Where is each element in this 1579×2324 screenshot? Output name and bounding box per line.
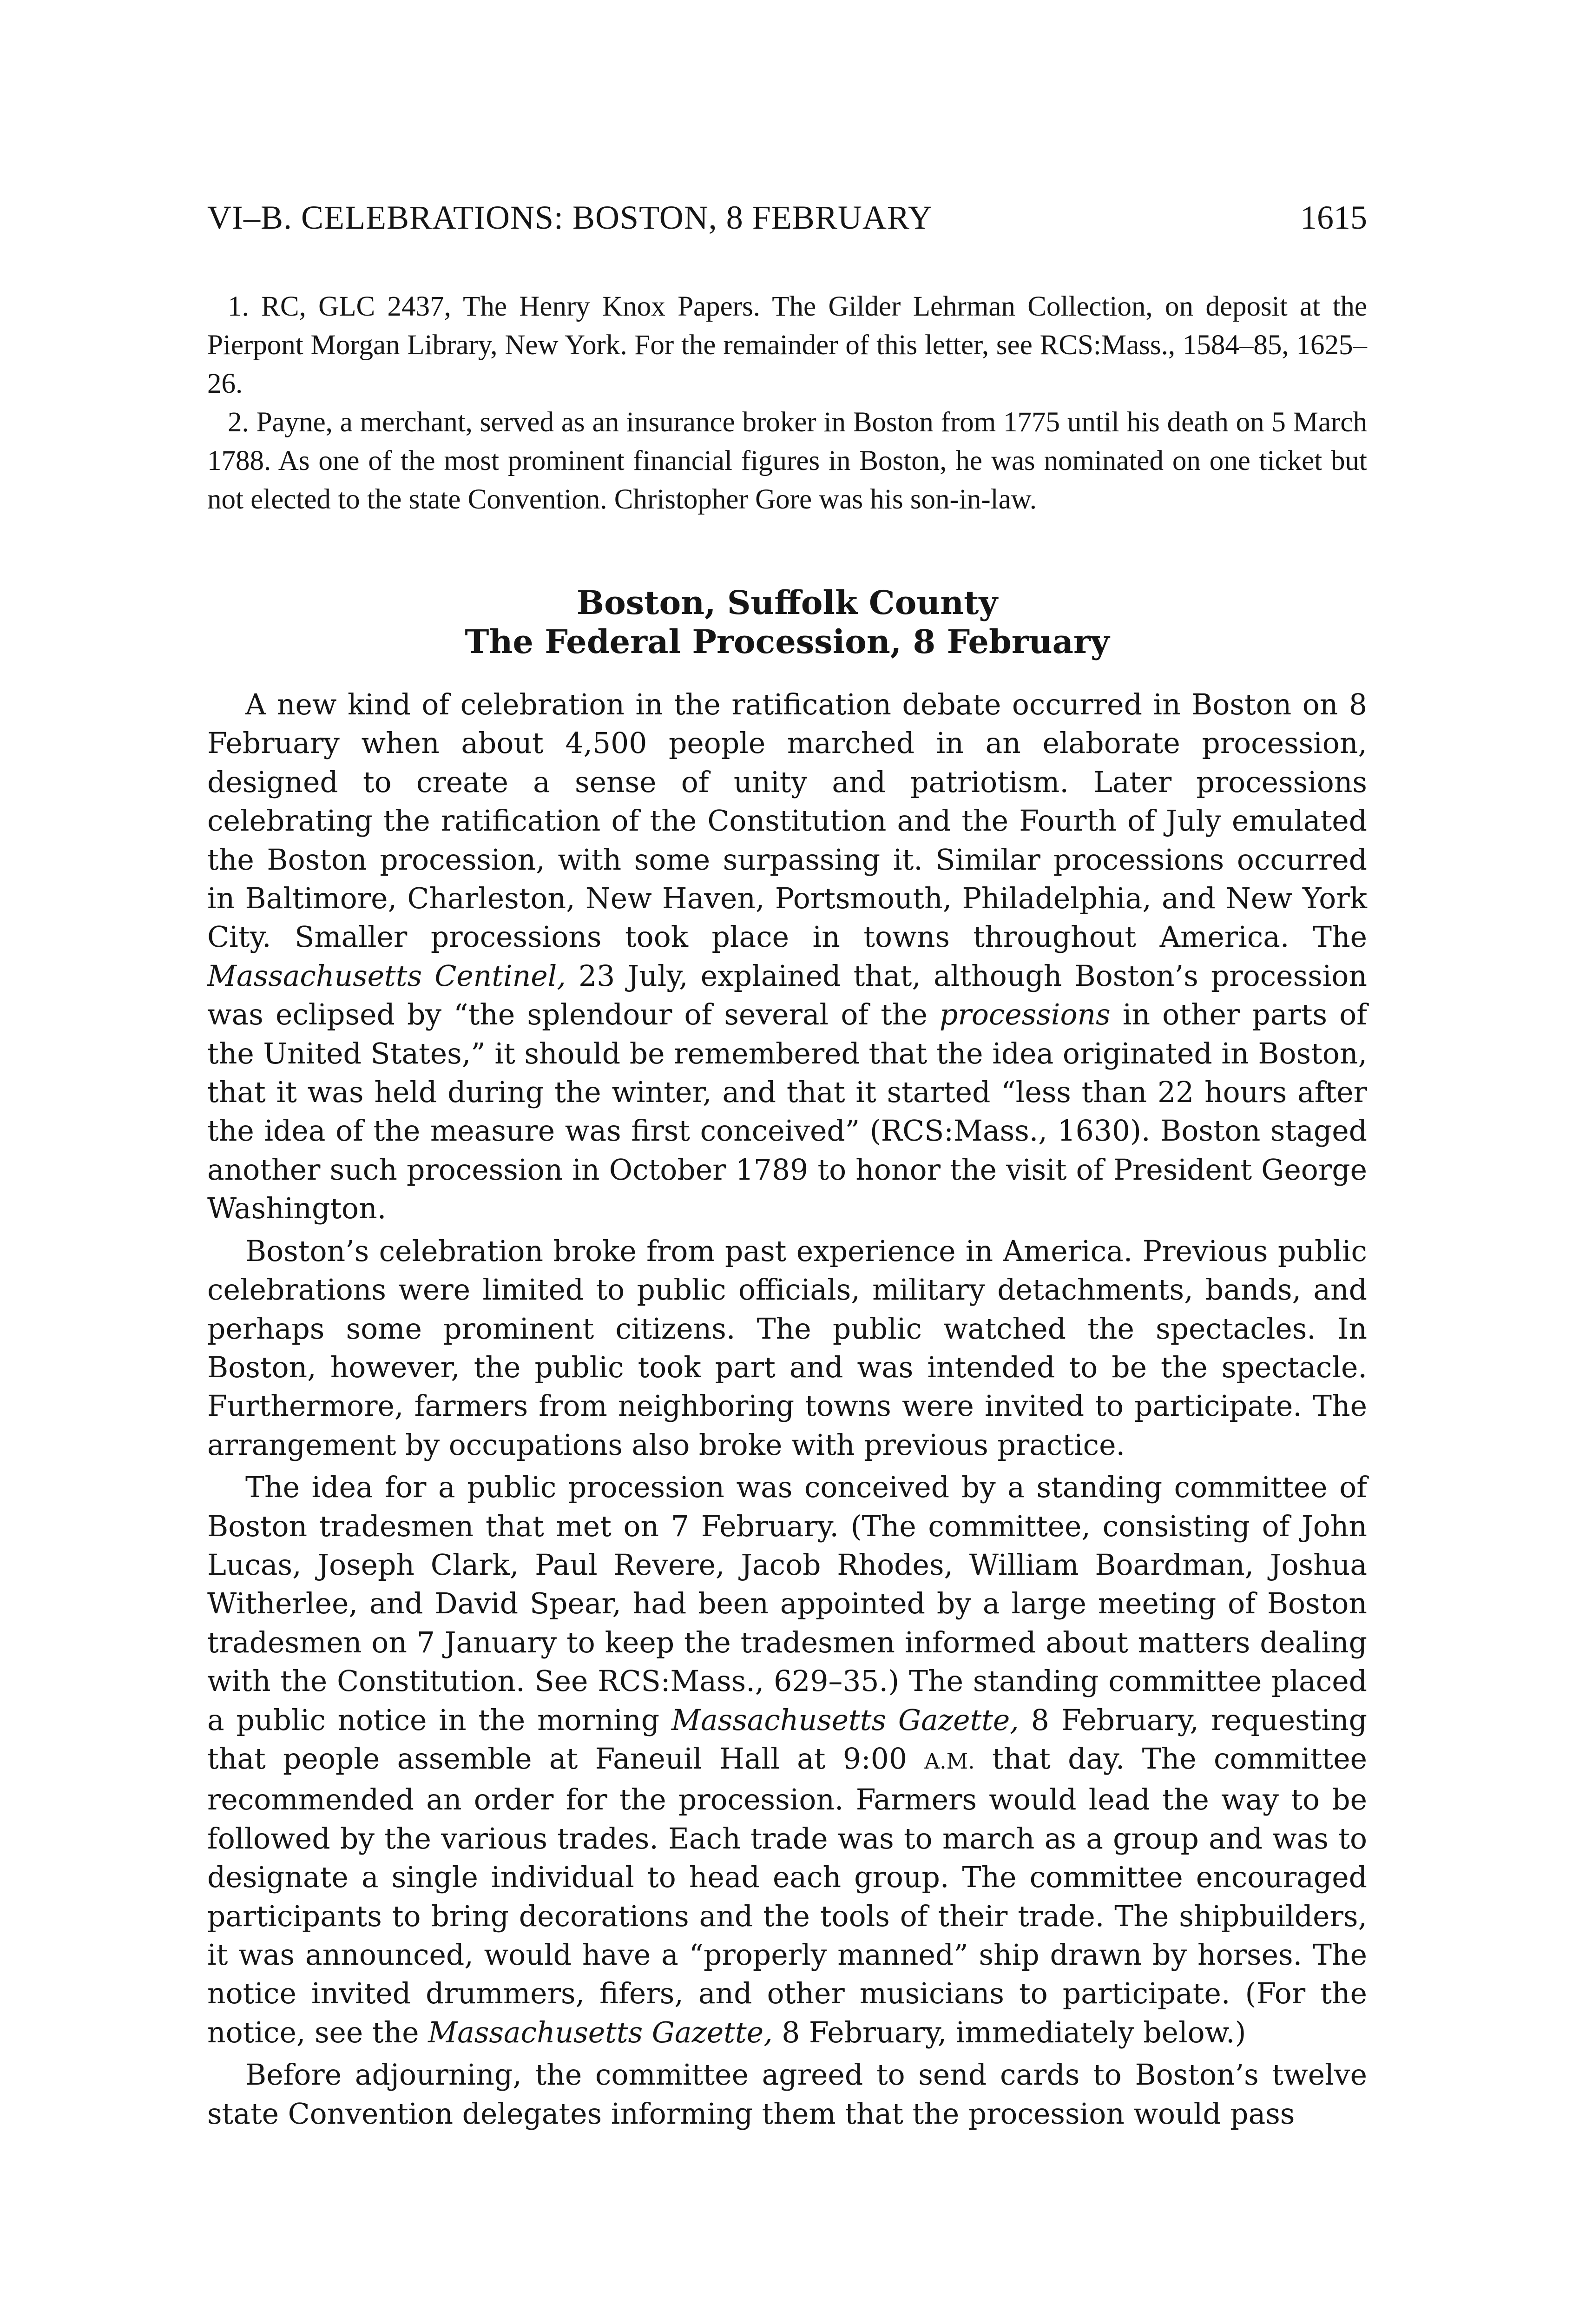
heading-line-1: Boston, Suffolk County (576, 583, 998, 622)
newspaper-title: Massachusetts Gazette, (428, 2015, 773, 2049)
paragraph-1-part-b: 23 July, explained that, although Boston’s procession was eclipsed by “the splendour of several of the (207, 959, 1367, 1032)
footnote-1: 1. RC, GLC 2437, The Henry Knox Papers. The Gilder Lehrman Collection, on deposit at the Pierpont Morgan Library, New York. For the remainder of this letter, see RCS:Mass., 1584–85, 1625–26. (207, 291, 1367, 399)
newspaper-title: Massachusetts Centinel, (207, 959, 566, 993)
paragraph-1 (207, 686, 1367, 1228)
paragraph-2: Boston’s celebration broke from past experience in America. Previous public celebrations were limited to public officials, military detachments, bands, and perhaps some prominent citizens. The public watched the spectacles. In Boston, however, the public took part and was intended to be the spectacle. Furthermore, farmers from neighboring towns were invited to participate. The arrangement by occupations also broke with previous practice. (207, 1234, 1367, 1462)
paragraph-3-part-d: 8 February, immediately below.) (772, 2015, 1246, 2049)
heading-line-2: The Federal Procession, 8 February (465, 622, 1110, 661)
newspaper-title: Massachusetts Gazette, (671, 1703, 1019, 1737)
page-number: 1615 (1300, 199, 1367, 236)
paragraph-3 (207, 1468, 1367, 2052)
paragraph-1-part-c: in other parts of the United States,” it should be remembered that the idea originated in Boston, that it was held during the winter, and that it started “less than 22 hours after the idea of the measure was first conceived” (RCS:Mass., 1630). Boston staged another such procession in October 1789 to honor the visit of President George Washington. (207, 998, 1367, 1226)
body-text (207, 686, 1367, 2133)
paragraph-3-part-c: that day. The committee recommended an order for the procession. Farmers would lead the way to be followed by the various trades. Each trade was to march as a group and was to designate a single individual to head each group. The committee encouraged participants to bring decorations and the tools of their trade. The shipbuilders, it was announced, would have a “properly manned” ship drawn by horses. The notice invited drummers, fifers, and other musicians to participate. (For the notice, see the (207, 1742, 1368, 2049)
time-abbreviation: A.M. (924, 1749, 975, 1774)
paragraph-4: Before adjourning, the committee agreed to send cards to Boston’s twelve state Convention delegates informing them that the procession would pass (207, 2058, 1367, 2131)
paragraph-3-part-b: 8 February, requesting that people assemble at Faneuil Hall at 9:00 (207, 1703, 1368, 1776)
running-head (207, 201, 1367, 234)
paragraph-3-part-a: The idea for a public procession was conceived by a standing committee of Boston tradesmen that met on 7 February. (The committee, consisting of John Lucas, Joseph Clark, Paul Revere, Jacob Rhodes, William Boardman, Joshua Witherlee, and David Spear, had been appointed by a large meeting of Boston tradesmen on 7 January to keep the tradesmen informed about matters dealing with the Constitution. See RCS:Mass., 629–35.) The standing committee placed a public notice in the morning (207, 1471, 1367, 1737)
running-head-title: VI–B. CELEBRATIONS: BOSTON, 8 FEBRUARY (207, 199, 933, 236)
footnotes (207, 287, 1367, 519)
footnote-2: 2. Payne, a merchant, served as an insurance broker in Boston from 1775 until his death on 5 March 1788. As one of the most prominent financial figures in Boston, he was nominated on one ticket but not elected to the state Convention. Christopher Gore was his son-in-law. (207, 407, 1367, 515)
paragraph-1-part-a: A new kind of celebration in the ratification debate occurred in Boston on 8 February when about 4,500 people marched in an elaborate procession, designed to create a sense of unity and patriotism. Later processions celebrating the ratification of the Constitution and the Fourth of July emulated the Boston procession, with some surpassing it. Similar processions occurred in Baltimore, Charleston, New Haven, Portsmouth, Philadelphia, and New York City. Smaller processions took place in towns throughout America. The (207, 688, 1367, 954)
section-heading (207, 583, 1367, 661)
emphasized-word: processions (940, 998, 1111, 1032)
